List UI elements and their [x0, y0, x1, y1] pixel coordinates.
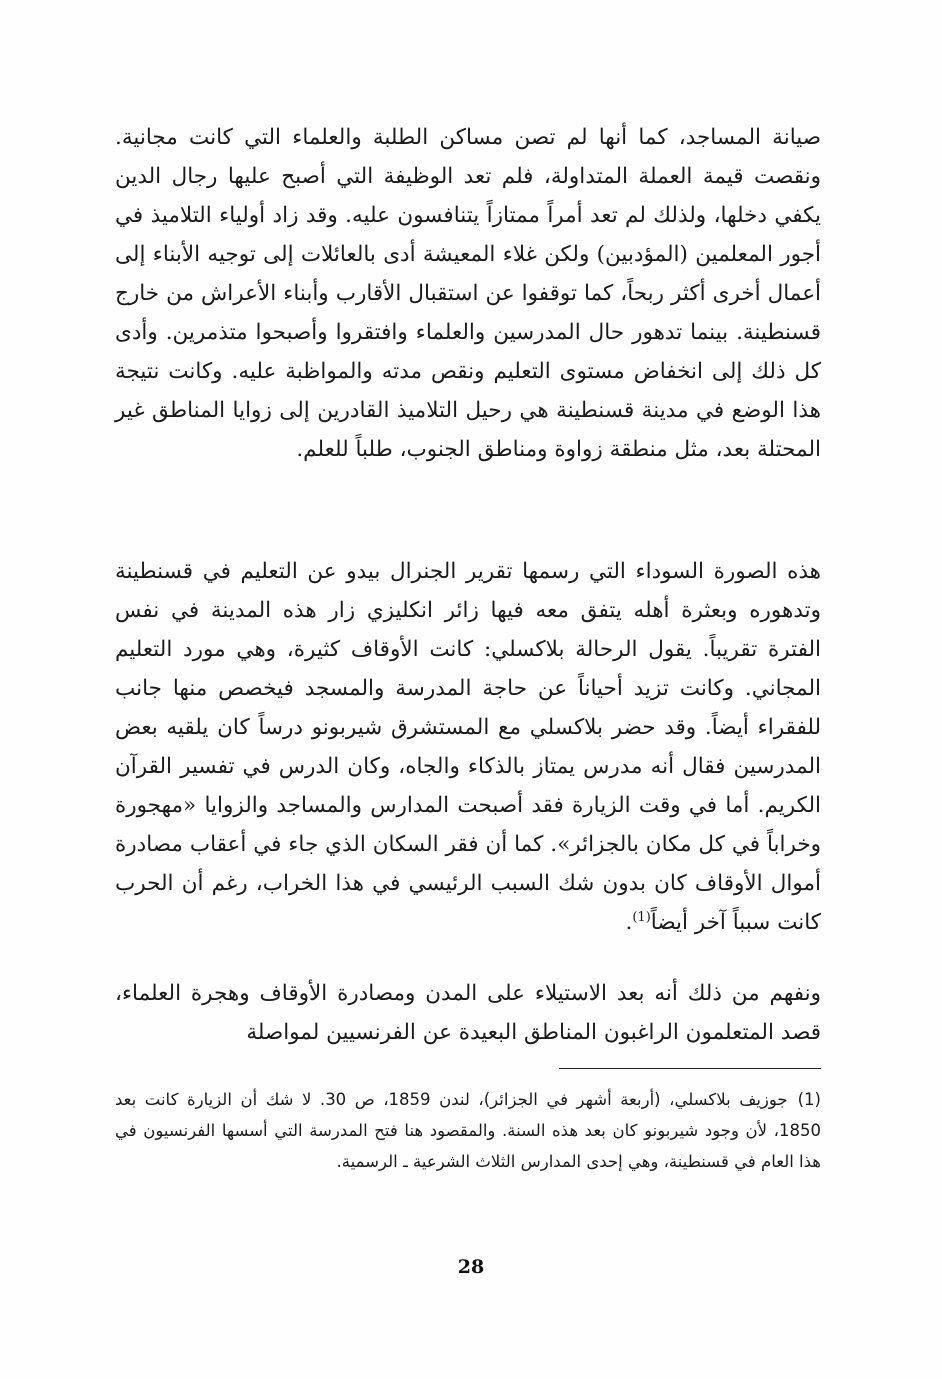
page-number: 28	[457, 1256, 485, 1278]
paragraph-1: صيانة المساجد، كما أنها لم تصن مساكن الطلبة والعلماء التي كانت مجانية. ونقصت قيمة العملة المتداولة، فلم تعد الوظيفة التي أصبح عليها رجال الدين يكفي دخلها، ولذلك لم تعد أمراً ممتازاً يتنافسون عليه. وقد زاد أولياء التلاميذ في أجور المعلمين (المؤدبين) ولكن غلاء المعيشة أدى بالعائلات إلى توجيه الأبناء إلى أعمال أخرى أكثر ربحاً، كما توقفوا عن استقبال الأقارب وأبناء الأعراش من خارج قسنطينة. بينما تدهور حال المدرسين والعلماء وافتقروا وأصبحوا متذمرين. وأدى كل ذلك إلى انخفاض مستوى التعليم ونقص مدته والمواظبة عليه. وكانت نتيجة هذا الوضع في مدينة قسنطينة هي رحيل التلاميذ القادرين إلى زوايا المناطق غير المحتلة بعد، مثل منطقة زواوة ومناطق الجنوب، طلباً للعلم.	[115, 125, 821, 462]
paragraph-2-text: هذه الصورة السوداء التي رسمها تقرير الجنرال بيدو عن التعليم في قسنطينة وتدهوره وبعثرة أهله يتفق معه فيها زائر انكليزي زار هذه المدينة في نفس الفترة تقريباً. يقول الرحالة بلاكسلي: كانت الأوقاف كثيرة، وهي مورد التعليم المجاني. وكانت تزيد أحياناً عن حاجة المدرسة والمسجد فيخصص منها جانب للفقراء أيضاً. وقد حضر بلاكسلي مع المستشرق شيربونو درساً كان يلقيه بعض المدرسين فقال أنه مدرس يمتاز بالذكاء والجاه، وكان الدرس في تفسير القرآن الكريم. أما في وقت الزيارة فقد أصبحت المدارس والمساجد والزوايا «مهجورة وخراباً في كل مكان بالجزائر». كما أن فقر السكان الذي جاء في أعقاب مصادرة أموال الأوقاف كان بدون شك السبب الرئيسي في هذا الخراب، رغم أن الحرب كانت سبباً آخر أيضاً	[115, 559, 821, 935]
footnote-divider	[559, 1068, 821, 1069]
footnote	[115, 1084, 821, 1177]
paragraph-1-block	[115, 118, 821, 554]
footnote-text: جوزيف بلاكسلي، (أربعة أشهر في الجزائر)، لندن 1859، ص 30. لا شك أن الزيارة كانت بعد 1850، لأن وجود شيربونو كان بعد هذه السنة. والمقصود هنا فتح المدرسة التي أسسها الفرنسيون في هذا العام في قسنطينة، وهي إحدى المدارس الثلاث الشرعية ـ الرسمية.	[115, 1090, 821, 1171]
paragraph-2-end: .	[625, 910, 633, 935]
paragraph-2-block	[115, 552, 821, 968]
paragraph-3: ونفهم من ذلك أنه بعد الاستيلاء على المدن ومصادرة الأوقاف وهجرة العلماء، قصد المتعلمون الراغبون المناطق البعيدة عن الفرنسيين لمواصلة	[115, 981, 821, 1045]
footnote-marker: (1)	[797, 1090, 821, 1109]
footnote-reference[interactable]: (1)	[632, 909, 651, 925]
paragraph-3-block	[115, 974, 821, 1054]
paragraph-2	[115, 552, 821, 942]
